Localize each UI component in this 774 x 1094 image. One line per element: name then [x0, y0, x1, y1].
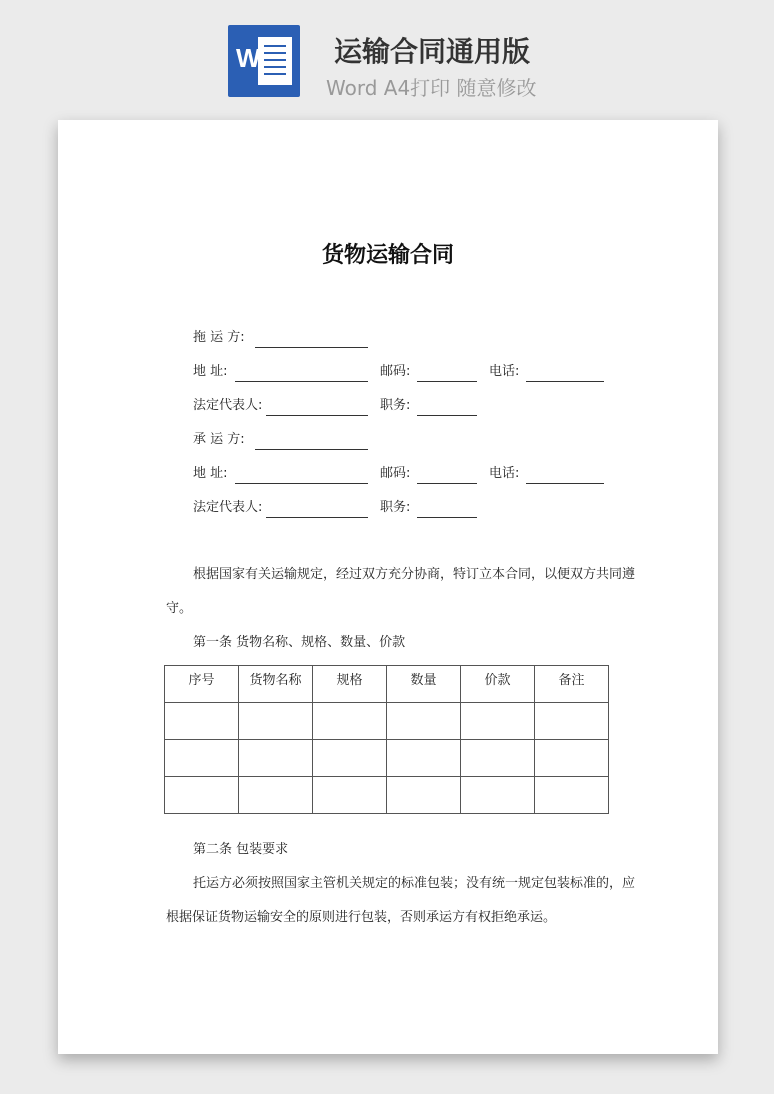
carrier-position-label: 职务: [380, 500, 411, 515]
table-cell[interactable] [313, 777, 387, 814]
table-cell[interactable] [387, 740, 461, 777]
article-2-line-1: 托运方必须按照国家主管机关规定的标准包装；没有统一规定包装标准的，应 [193, 876, 636, 891]
table-cell[interactable] [239, 777, 313, 814]
shipper-phone-blank[interactable] [526, 380, 604, 382]
carrier-rep-blank[interactable] [266, 516, 368, 518]
word-icon [228, 25, 300, 97]
shipper-position-label: 职务: [380, 398, 411, 413]
shipper-rep-blank[interactable] [266, 414, 368, 416]
table-cell[interactable] [165, 777, 239, 814]
table-cell[interactable] [165, 703, 239, 740]
carrier-phone-blank[interactable] [526, 482, 604, 484]
shipper-rep-label: 法定代表人: [193, 398, 263, 413]
carrier-position-blank[interactable] [417, 516, 477, 518]
document-title: 货物运输合同 [321, 243, 454, 268]
table-header-row [165, 666, 609, 703]
intro-line-1: 根据国家有关运输规定，经过双方充分协商，特订立本合同，以便双方共同遵 [193, 567, 636, 582]
carrier-address-label: 地 址: [193, 466, 228, 481]
table-header-cell: 序号 [165, 666, 239, 703]
table-cell[interactable] [239, 740, 313, 777]
table-row [165, 703, 609, 740]
table-row [165, 777, 609, 814]
table-cell[interactable] [461, 703, 535, 740]
table-row [165, 740, 609, 777]
intro-line-2: 守。 [166, 601, 193, 616]
shipper-address-label: 地 址: [193, 364, 228, 379]
shipper-postcode-blank[interactable] [417, 380, 477, 382]
shipper-phone-label: 电话: [489, 364, 520, 379]
word-icon-letter: W [236, 43, 261, 73]
carrier-phone-label: 电话: [489, 466, 520, 481]
table-cell[interactable] [239, 703, 313, 740]
carrier-name-blank[interactable] [255, 448, 368, 450]
article-2-title: 第二条 包装要求 [193, 842, 289, 857]
carrier-postcode-blank[interactable] [417, 482, 477, 484]
carrier-address-blank[interactable] [235, 482, 368, 484]
shipper-label: 拖 运 方: [193, 330, 245, 345]
table-cell[interactable] [535, 703, 609, 740]
table-cell[interactable] [461, 777, 535, 814]
banner [0, 0, 774, 110]
table-header-cell: 价款 [461, 666, 535, 703]
carrier-postcode-label: 邮码: [380, 466, 411, 481]
table-cell[interactable] [387, 703, 461, 740]
table-cell[interactable] [387, 777, 461, 814]
document-page [58, 120, 718, 1054]
table-header-cell: 货物名称 [239, 666, 313, 703]
carrier-rep-label: 法定代表人: [193, 500, 263, 515]
table-header-cell: 备注 [535, 666, 609, 703]
carrier-label: 承 运 方: [193, 432, 245, 447]
table-cell[interactable] [535, 740, 609, 777]
table-header-cell: 数量 [387, 666, 461, 703]
goods-table [164, 665, 609, 814]
table-cell[interactable] [313, 703, 387, 740]
article-1-title: 第一条 货物名称、规格、数量、价款 [193, 635, 406, 650]
table-cell[interactable] [313, 740, 387, 777]
banner-subtitle: Word A4打印 随意修改 [326, 76, 537, 100]
table-header-cell: 规格 [313, 666, 387, 703]
shipper-name-blank[interactable] [255, 346, 368, 348]
table-cell[interactable] [165, 740, 239, 777]
table-cell[interactable] [535, 777, 609, 814]
shipper-postcode-label: 邮码: [380, 364, 411, 379]
table-cell[interactable] [461, 740, 535, 777]
shipper-address-blank[interactable] [235, 380, 368, 382]
word-icon-page [258, 37, 292, 85]
article-2-line-2: 根据保证货物运输安全的原则进行包装，否则承运方有权拒绝承运。 [166, 910, 557, 925]
shipper-position-blank[interactable] [417, 414, 477, 416]
banner-title: 运输合同通用版 [334, 35, 531, 68]
